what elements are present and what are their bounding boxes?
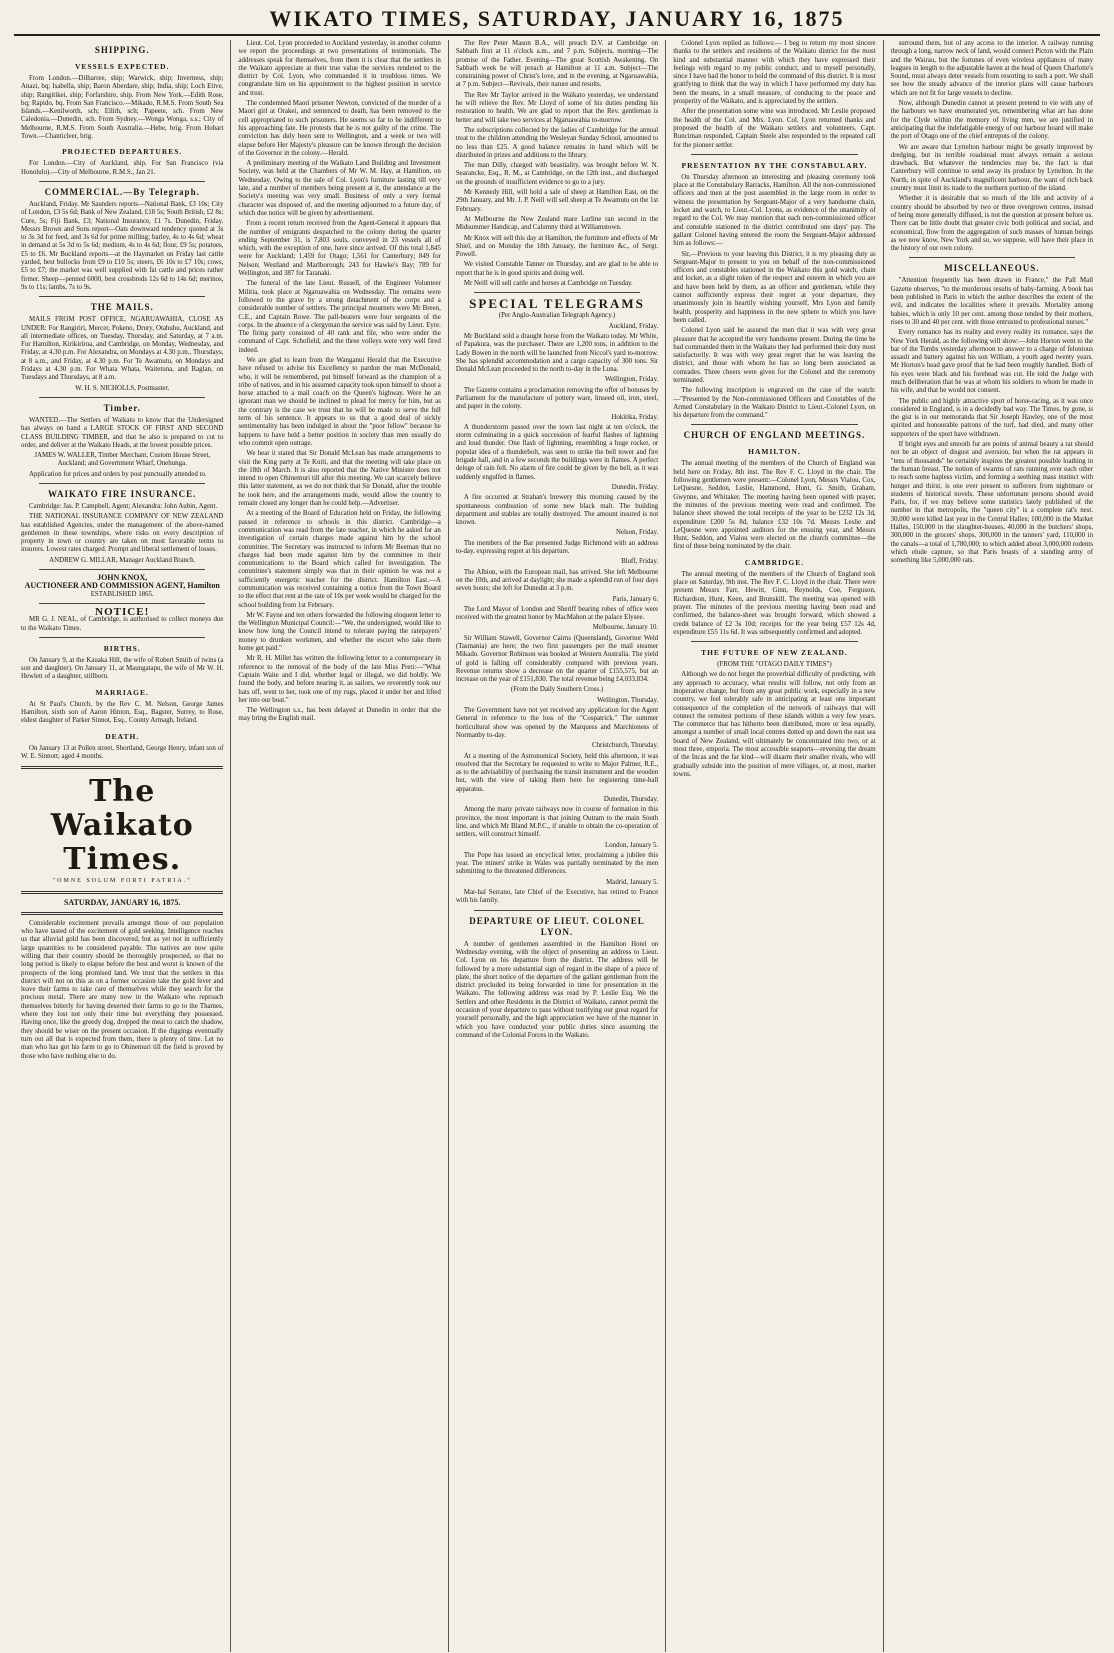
subscriptions-paragraph: The subscriptions collected by the ladies of Cambridge for the annual treat to the children attending the Wesleyan Sunday School, amounted to no less than £25. A good balance remains in hand which will be distributed in prizes and additions to the library.: [455, 126, 659, 159]
divider: [691, 154, 857, 155]
divider: [691, 424, 857, 425]
special-telegrams-heading: SPECIAL TELEGRAMS: [469, 296, 645, 312]
marriage-text: At St Paul's Church, by the Rev C. M. Nelson, George James Hamilton, sixth son of Aaron Hinton, Esq., Bagster, Surrey, to Rose, eldest daughter of Parker Sinnot, Esq., County Armagh, Ireland.: [21, 700, 224, 725]
melbourne-paragraph: At Melbourne the New Zealand mare Lurline ran second in the Midsummer Handicap, and Calumny third at Williamstown.: [455, 215, 659, 232]
departure-heading: DEPARTURE OF LIEUT. COLONEL LYON.: [469, 915, 645, 937]
telegram-nelson: The members of the Bar presented Judge Richmond with an address to-day, expressing regret at his departure.: [455, 539, 659, 556]
centres-text: Whether it is desirable that so much of the life and activity of a country should be absorbed by two or three overgrown centres, instead of being more generally diffused, is not the question at present before us. There can be little doubt that greater civic both political and social, and economical, flow from the aggregation of such masses of human beings as we now know, New York and so, we suppose, will have their place in the history of our own colony.: [890, 195, 1094, 253]
dateline: Madrid, January 5.: [606, 878, 659, 886]
commercial-text: Auckland, Friday. Mr Saunders reports—National Bank, £3 10s; City of London, £3 5s 6d; Bank of New Zealand, £18 5s; South British, £2 8s; Cure, 5s; Fiji Bank, £3; National Insurance, £1 7s. Dunedin, Friday. Messrs Brown and Sons report—Oats downward tendency quoted at 3s to 3s 3d for feed, and 3s 6d for prime milling; barley, 4s to 4s 6d; wheat in demand at 5s 3d to 5s 6d; medium, 4s to 4s 6d; flour, £9 5s; potatoes, £5 to £6. Mr Buckland reports—at the Haymarket on Friday last cattle yarded, best bullocks from £9 to £10 5s; steers, £6 10s to £7 10s; cows, £5 to £7; the market was well supplied with fat cattle and prices rather firmer. Sheep—penned 6000, best crossbreds 12s 6d to 14s 6d; merinos, 9s to 11s; lambs, 7s to 9s.: [21, 200, 224, 291]
double-rule: [21, 766, 223, 769]
knox-sale-paragraph: Mr Knox will sell this day at Hamilton, the furniture and effects of Mr Shiel, and on Monday the 18th January, the furniture &c., of Sergt. Powell.: [455, 234, 659, 259]
mcdonald-paragraph: We are glad to learn from the Wanganui Herald that the Executive have refused to advise his Excellency to pardon the man McDonald, who, it will be remembered, put himself forward as the champion of a tribe of natives, and in his assumed capacity took upon himself to shoot a horse attached to a mail coach on the Queen's highway. Were he an ignorant man we should be inclined to plead for mercy for him, but as the contrary is the case we trust that he will be made to serve the full term of his sentence. It appears to us that a good deal of sickly sentimentality has been indulged in about the "poor fellow" because he happens to have held a better position in society than men usually do who commit open outrage.: [238, 356, 441, 447]
hamilton-text: The annual meeting of the members of the Church of England was held here on Friday, 8th inst. The Rev F. C. Lloyd in the chair. The following gentlemen were present:—Colonel Lyon, Messrs Vialou, Cox, LeQuesne, Seddon, Leslie, Hammond, Hunt, G. Smith, Graham, Gwynne, and Whitaker. The meeting having been opened with prayer, the minutes of the previous meeting were read and confirmed. The balance sheet showed the total receipts of the year to be £232 12s 3d, expenditure £200 5s 8d, balance £32 10s 7d. Messrs Leslie and LeQuesne were appointed auditors for the ensuing year, and Messrs Hunt, Seddon, and Vialou were elected on the church committee—the first of these being nominated by the chair.: [673, 460, 876, 551]
telegram-dunedin-2: Among the many private railways now in course of formation in this province, the most important is that joining Outram to the main South line, and which Mr Bland M.P.C., if unable to obtain the co-operation of settlers, will construct himself.: [455, 806, 659, 839]
watch-inscription: The following inscription is engraved on the case of the watch:—"Presented by the Non-commissioned Officers and Constables of the Armed Constabulary in the Waikato District to Lieut.-Colonel Lyon, on his departure from the command.": [673, 387, 876, 420]
timber-ad: WANTED.—The Settlers of Waikato to know that the Undersigned has always on hand a LARGE STOCK OF FIRST AND SECOND CLASS BUILDING TIMBER, and that he also is prepared to cut to order, and deliver at the Waikato Heads, at the lowest possible prices.: [21, 416, 224, 449]
births-text: On January 9, at the Kauaka Hill, the wife of Robert Smith of twins (a son and daughter). On January 11, at Maungatapu, the wife of Mr W. H. Hewlett of a daughter, stillborn.: [21, 656, 224, 681]
paper-motto: "OMNE SOLUM FORTI PATRIA.": [52, 878, 192, 885]
mclean-paragraph: We hear it stated that Sir Donald McLean has made arrangements to visit the King party at Te Kuiti, and that the meeting will take place on the 18th of March. It is also reported that the Native Minister does not intend to open Ohinemuri till after this meeting. We can scarcely believe this latter statement, as we do not think that Sir Donald, after the trouble he took here, and the arrangements made, would allow the country to remain closed any longer than he could help.—Advertiser.: [238, 450, 441, 508]
neill-paragraph: Mr Neill will sell cattle and horses at Cambridge on Tuesday.: [463, 280, 633, 288]
column-1: [14, 40, 231, 1652]
constable-paragraph: We visited Constable Tanner on Thursday, and are glad to be able to report that he is in good spirits and doing well.: [455, 261, 659, 277]
dilly-paragraph: The man Dilly, charged with beastiality, was brought before W. N. Searancke, Esq., R. M., at Cambridge, on the 12th inst., and discharged on the grounds of insufficient evidence to go to a jury.: [455, 162, 659, 186]
dateline: Wellington, Friday.: [605, 376, 659, 384]
telegram-melbourne: Sir William Stawell, Governor Cairns (Queensland), Governor Weld (Tasmania) are here; the two first passengers per the mail steamer Mikado. Governor Robinson was booked at Western Australia. The yield of gold is falling off considerably compared with previous years. Revenue returns show a decrease on the quarter of £155,575, but an increase on the year of £151,830. The total revenue being £4,033,834.: [455, 634, 659, 684]
telegram-hokitika: A thunderstorm passed over the town last night at ten o'clock, the storm culminating in a quick succession of fearful flashes of lightning and loud thunder. One flash of lightning, resembling a huge rocket, or popular idea of a thunderbolt, was seen to strike the bell tower and fire brigade hall, and in a few seconds the buildings were in flames. A perfect deluge of rain fell. No alarm of fire could be given by the bell, as it was suddenly engulfed in flames.: [455, 423, 659, 481]
fire-signature: ANDREW G. MILLAR, Manager Auckland Branch.: [49, 556, 196, 564]
mails-text: MAILS FROM POST OFFICE, NGARUAWAHIA, CLOSE AS UNDER: For Rangiriri, Mercer, Pokeno, Drury, Otahuhu, Auckland, and all intermediate offices, on Tuesday, Thursday, and Saturday, at 7 a.m. For Hamilton, Kirikiriroa, and Cambridge, on Monday, Wednesday, and Friday, at 4.30 p.m. For Alexandra, on Mondays at 4.30 p.m., Thursdays, at 8 a.m., and Friday, at 4.30 p.m. For Te Awamutu, on Mondays and Fridays at 4.30 p.m. For Whata Whata, Waitetuna, and Raglan, on Tuesdays and Thursdays, at 8 a.m.: [21, 316, 224, 382]
dateline: Nelson, Friday.: [615, 529, 659, 537]
horton-text: Every romance has its reality and every reality its romance, says the New York Herald, as the following will show:—John Horton went to the bar of the Tombs yesterday afternoon to answer to a charge of felonious assault and battery against his son William, a youth aged twenty years. Mr Horton's head gave proof that he had been roughly handled. Both of his eyes were black and his forehead was cut. He told the Judge with much deliberation that he was at whom his soldiers to whom be made in his wife, and that he would not consent.: [890, 329, 1094, 395]
double-rule: [21, 912, 223, 915]
timber-signature: JAMES W. WALLER, Timber Merchant, Custom House Street, Auckland; and Government Wharf, Onehunga.: [34, 452, 211, 468]
dateline: Hokitika, Friday.: [611, 413, 659, 421]
colonel-reply: Colonel Lyon said he assured the men that it was with very great pleasure that he accepted the very handsome present. During the time he had commanded them in the Waikato they had performed their duty most satisfactorily. It was with very great regret that he was leaving the district, and those with whom he has so long been associated as comrades. Three cheers were given for the Colonel and the ceremony terminated.: [673, 327, 876, 384]
departure-text: A number of gentlemen assembled in the Hamilton Hotel on Wednesday evening, with the object of presenting an address to Lieut. Col. Lyon on his departure from the district. The address will be followed by a more substantial sign of regard in the shape of a piece of plate, the short notice of the departure of the gallant gentleman from the district precluded its being forwarded in time for presentation in the Waikato. The following address was read by P. Leslie Esq. We the Settlers and other Residents in the District of Waikato, cannot permit the occasion of your departure to pass without testifying our great regard for yourself personally, and the high appreciation we have of the manner in which you have conducted your public duties since assuming the command of the Colonial Forces in the Waikato.: [455, 940, 659, 1039]
future-source: (FROM THE "OTAGO DAILY TIMES"): [717, 661, 832, 669]
dateline: Paris, January 6.: [612, 595, 659, 603]
divider: [39, 603, 205, 604]
paris-rats-text: If bright eyes and smooth fur are points of animal beauty a rat should not be an object of disgust and aversion, but when the rat appears in "tens of thousands" he certainly inspires the greatest possible loathing in the human breast. The notion of swarms of rats running over each other to reach some hapless victim, and forming a seething mass instinct with hunger and thirst, is one ever present to sufferers from nightmare or students of historical novels. These unfortunate persons should avoid Paris, for, if we may believe some statistics lately published of the number in that metropolis, the "queen city" is a complete rat's nest. 30,000 were killed last year in the Central Halles; 100,000 in the Market Halles, 150,000 in the slaughter-houses, 40,000 in the butchers' shops, 300,000 in the grocers' shops, 300,000 in the tanners' yard, 110,000 in the canals—a total of 1,780,000; to which added about 3,000,000 rodents which elude capture, so that Paris boasts of a standing army of something like 5,000,000 rats.: [890, 441, 1094, 565]
column-5: [884, 40, 1100, 1652]
departures-list: For London.—City of Auckland, ship. For San Francisco (via Honolulu).—City of Melbourne, R.M.S., Jan 21.: [21, 160, 224, 176]
mails-heading: THE MAILS.: [90, 302, 154, 313]
column-3: [449, 40, 666, 1652]
knox-name: JOHN KNOX,: [97, 573, 148, 583]
future-text: Although we do not forget the proverbial difficulty of predicting, with any approach to accuracy, what results will follow, not only from an inoperative change, but from any great public work, especially in a new country, we feel tolerably safe in anticipating at least one important consequence of the completion of the network of railways that will connect the remotest portions of these islands within a very few years. The commerce that has hitherto been distributed, more or less equally, amongst a number of small local centres dotted up and down the east sea board of New Zealand, will ultimately be concentrated into two, or at most three, emporia. The most accessible seaports—reversing the dream of the Incas and the far kind—will disarm their smaller rivals, who will gradually subside into the position of mere villages, or, at most, market towns.: [673, 671, 876, 778]
telegram-dunedin: A fire occurred at Strahan's brewery this morning caused by the spontaneous combustion of some new black malt. The building department and stables are totally destroyed. The amount insured is not known.: [455, 494, 659, 527]
daily-cross-source: (From the Daily Southern Cross.): [510, 686, 604, 694]
commercial-heading: COMMERCIAL.—By Telegraph.: [44, 186, 200, 197]
editorial-text: Considerable excitement prevails amongst those of our population who have tasted of the excitement of gold seeking. Intelligence reaches us that alluvial gold has been discovered, but as yet not in sufficiently large quantities to be considered payable. The natives are now quite willing that their country should be thoroughly prospected, so that no long period is likely to elapse before the best and worst is known of the prospects of the long promised land. We trust that the settlers in this district will not on this as on a former occasion take the gold fever and leave their farms to take care of themselves while they search for the precious metal. There are many now in the Waikato who reproach themselves bitterly for having deserted their farms to go to the Thames, where they lost not only their time but everything they possessed. Having once, like the greedy dog, dropped the meat to catch the shadow, they should be wiser on the present occasion. If the diggings eventually turn out all that is expected from them, there is plenty of time. Let no man who has got his farm to go to Ohinemuri till the field is proved by those who have nothing else to do.: [21, 919, 224, 1060]
knox-established: ESTABLISHED 1865.: [90, 590, 154, 598]
telegram-london: The Pope has issued an encyclical letter, proclaiming a jubilee this year. The miners' strike in Wales was partially terminated by the men submitting to the threatened differences.: [455, 851, 659, 876]
telegram-madrid: Mar-hal Serrano, late Chief of the Executive, has retired to France with his family.: [455, 889, 659, 905]
sergeant-speech: Sir,—Previous to your leaving this District, it is my pleasing duty as Sergeant-Major to present to you on behalf of the non-commissioned officers and constables stationed in the Waikato this gold watch, chain and locket, as a slight token of the respect and esteem in which you are and have been held by them, as an officer and gentleman, while they cannot sufficiently express their regret at your departure, they unanimously join in heartily wishing yourself, Mrs Lyon and family health, prosperity and happiness in the new sphere to which you have been called.: [673, 250, 876, 324]
divider: [909, 257, 1075, 258]
maori-prisoner-paragraph: The condemned Maori prisoner Newton, convicted of the murder of a Maori girl at Orakei, and sentenced to death, has been removed to the cell appropriated to such prisoners. He seems so far to be indifferent to his approaching fate. He protests that he is not guilty of the crime. The conviction has duly been sent to Wellington, and a week or two will elapse before Her Majesty's pleasure can be known through the decision of the Governor in the colony.—Herald.: [238, 100, 441, 157]
vessels-heading: VESSELS EXPECTED.: [74, 62, 170, 71]
column-2: [231, 40, 448, 1652]
lyon-paragraph: Lieut. Col. Lyon proceeded to Auckland yesterday, in another column we report the proceedings at two presentations of testimonials. The addresses speak for themselves, from them it is clear that the settlers in the Waikato appreciate at their true value the services rendered to the district by Col. Lyon, who commanded it in troublous times. We congratulate him on his appointment to the highest position in service and trust.: [238, 40, 441, 97]
church-meetings-heading: CHURCH OF ENGLAND MEETINGS.: [683, 430, 866, 441]
fire-agents: Cambridge: Jas. P. Campbell, Agent; Alexandra: John Aubin, Agent.: [29, 502, 218, 510]
hamilton-heading: HAMILTON.: [748, 447, 801, 457]
mails-signature: W. H. S. NICHOLLS, Postmaster.: [75, 384, 170, 392]
dunedin-harbour-text: Now, although Dunedin cannot at present pretend to vie with any of the harbours we have enumerated yet, remembering what art has done for the Clyde within the memory of living men, we are justified in anticipating that the indefatigable energy of our harbour board will make the port of Otago one of the chief entrepots of the colony.: [890, 100, 1094, 141]
death-heading: DEATH.: [105, 731, 140, 741]
fire-ad: THE NATIONAL INSURANCE COMPANY OF NEW ZEALAND has established Agencies, under the management of the above-named gentlemen in these townships, where risks on every description of property in town or country are taken on most favorable terms to insurers. Lowest rates charged. Prompt and liberal settlement of losses.: [21, 513, 224, 554]
millet-paragraph: Mr R. H. Millet has written the following letter to a contemporary in reference to the removal of the body of the late Miss Preti:—"What Captain Waite and I did, whether legal or illegal, we did boldly. We found the body, and before nearing it, as sailors, we reverently took our hats off, went to her, took one of my rugs, placed it under her and lifted her into our boat.": [238, 655, 441, 704]
telegram-auckland: Mr Buckland sold a draught horse from the Waikato today. Mr White, of Papakura, was the purchaser. There are 1,200 tons, in addition to the Lady Bowen in the north will be launched from Niccol's yard to-morrow. She has splendid accommodation and a cargo capacity of 300 tons. Sir Donald McLean proceeded to the north to-day in the Luna.: [455, 332, 659, 374]
double-rule: [21, 891, 223, 894]
births-heading: BIRTHS.: [103, 643, 141, 653]
fire-heading: WAIKATO FIRE INSURANCE.: [47, 488, 197, 499]
telegram-christchurch: At a meeting of the Astronomical Society, held this afternoon, it was resolved that the Secretary be requested to write to Major Palmer, R.E., as to the advisability of purchasing the transit instrument and the wooden hut, with the view of taking them here for registering time-ball apparatus.: [455, 752, 659, 793]
divider: [691, 641, 857, 642]
dateline: Dunedin, Friday.: [611, 483, 659, 491]
departures-heading: PROJECTED DEPARTURES.: [62, 147, 183, 157]
shipping-heading: SHIPPING.: [94, 45, 150, 55]
divider: [39, 181, 205, 182]
paper-title: The Waikato Times.: [50, 774, 194, 878]
future-continued: surround them, but of any access to the interior. A railway running through a long, narrow neck of land, would connect Picton with the Plain and the Wairau, but the fortunes of even wireless appliances of many leagues in length to the adjustable haven at the head of Queen Charlotte's Sound, must always deter vessels from resorting to such a port. We shall see how the steady advance of the interior plans will cause harbours which are not fit for large vessels to decline.: [890, 40, 1094, 97]
dateline: Auckland, Friday.: [608, 322, 659, 330]
telegram-wellington-2: The Government have not yet received any application for the Agent General in reference to the loss of the "Cospatrick." The summer horticultural show was opened by the Marquess and Marchioness of Normanby to-day.: [455, 707, 659, 739]
special-telegrams-source: (Per Anglo-Australian Telegraph Agency.): [498, 312, 616, 320]
wellington-paragraph: The Wellington s.s., has been delayed at Dunedin in order that she may bring the English mail.: [238, 707, 441, 723]
timber-heading: Timber.: [103, 402, 141, 413]
constabulary-heading: PRESENTATION BY THE CONSTABULARY.: [681, 160, 868, 170]
dateline: Bluff, Friday.: [621, 558, 659, 566]
divider: [39, 637, 205, 638]
cambridge-text: The annual meeting of the members of the Church of England took place on Saturday, 9th inst. The Rev F. C. Lloyd in the chair. There were present Messrs Farr, Hewitt, Ginn, Reynolds, Coe, Ferguson, Richardson, Hunt, Keen, and Brunskill. The meeting was opened with prayer. The minutes of the previous meeting having been read and confirmed, the balance-sheet was brought forward, which showed a credit balance of £2 3s 10d; receipts for the year being £57 12s 4d, expenditure £55 11s 6d. It was subsequently confirmed and adopted.: [673, 570, 876, 636]
divider: [39, 483, 205, 484]
taylor-paragraph: The Rev Mr Taylor arrived in the Waikato yesterday, we understand he will relieve the Rev. Mr Lloyd of some of his duties pending his restoration to health. We are glad to report that the Rev. gentleman is better and will take two services at Ngaruawahia to-morrow.: [455, 91, 659, 124]
baby-farming-text: "Attention frequently has been drawn in France," the Pall Mall Gazette observes, "to the murderous results of baby-farming. A book has been published in Paris in which the author describes the extent of the evil, and indicates the localities where it prevails. Mortality among babies, which is only 10 per cent. among those tended by their mothers, rises to 30 and 40 per cent. with those entrusted to professional nurses.": [890, 277, 1094, 326]
horse-racing-text: The public and highly attractive sport of horse-racing, as it was once considered in England, is in a decidedly bad way. The Times, by gone, is the gist is in our memoranda that Sir Joseph Hawley, one of the most spirited and honourable patrons of the turf, had died, and many other supporters of the sport have withdrawn.: [890, 397, 1094, 438]
dateline: Christchurch, Thursday.: [592, 742, 659, 750]
marriage-heading: MARRIAGE.: [95, 687, 149, 697]
knox-trade: AUCTIONEER AND COMMISSION AGENT, Hamilton: [24, 581, 220, 591]
cambridge-heading: CAMBRIDGE.: [744, 557, 805, 567]
divider: [39, 296, 205, 297]
building-society-paragraph: A preliminary meeting of the Waikato Land Building and Investment Society, was held at the Chambers of Mr W. M. Hay, at Hamilton, on Wednesday. Owing to the sale of Col. Lyon's furniture lasting till very late, and a number of members being present at it, the attendance at the Society's meeting was very small. Business of only a very formal character was disposed of, and the meeting adjourned to a future day, of which due notice will be given by advertisement.: [238, 160, 441, 217]
dateline: Wellington, Thursday.: [597, 696, 659, 704]
dateline: Dunedin, Thursday.: [603, 796, 659, 804]
telegram-bluff: The Albion, with the European mail, has arrived. She left Melbourne on the 10th, and arrived at daylight; she made a splendid run of four days seven hours; she left for Dunedin at 3 p.m.: [455, 568, 659, 593]
divider: [39, 397, 205, 398]
divider: [474, 292, 640, 293]
immigration-paragraph: From a recent return received from the Agent-General it appears that the number of emigrants despatched to the colony during the quarter ending September 31, is 7,803 souls, conveyed in 23 vessels all of which, with the exception of one, have since arrived. Of this total 1,845 were for Auckland; 1,459 for Otago; 1,561 for Canterbury; 849 for Nelson; Westland and Marlborough; 243 for Hawke's Bay; 789 for Wellington, and 387 for Taranaki.: [238, 220, 441, 278]
column-4: [666, 40, 883, 1652]
notice-heading: NOTICE!: [95, 605, 150, 618]
notice-text: MR G. J. NEAL, of Cambridge, is authorised to collect moneys due to the Waikato Times.: [21, 616, 224, 632]
timber-note: Application for prices and orders by post punctually attended to.: [29, 470, 207, 478]
paper-date: SATURDAY, JANUARY 16, 1875.: [63, 897, 181, 907]
divider: [39, 569, 205, 570]
dateline: Melbourne, January 10.: [592, 624, 659, 632]
divider: [474, 910, 640, 911]
telegram-wellington: The Gazette contains a proclamation removing the offer of bonuses by Parliament for the manufacture of pottery ware, linseed oil, iron, steel, and paper in the colony.: [455, 386, 659, 411]
constabulary-text: On Thursday afternoon an interesting and pleasing ceremony took place at the Constabulary Barracks, Hamilton. All the non-commissioned officers and men at the post assembled in the large room in order to witness the presentation by Sergeant-Major of a very handsome chain, locket and watch, to Lieut.-Col. Lyons, as evidence of the unanimity of regard to the Col. We may mention that each non-commissioned officer and constable stationed in the district contributed one days' pay. The gallant Colonel having entered the room the Sergeant-Major addressed him as follows:—: [673, 173, 876, 248]
church-paragraph: The Rev Peter Mason B.A., will preach D.V. at Cambridge on Sabbath first at 11 o'clock a.m., and 7 p.m. Subjects, morning—The promise of the Father. Evening—The great Scottish Awakening. On Sabbath week he will preach at Hamilton at 11 a.m. Subject—The constraining power of Christ's love, and in the evening, at Ngaruawahia, at 7 p.m. Subject—Revivals, their nature and results.: [455, 40, 659, 89]
fayne-paragraph: Mr W. Fayne and ten others forwarded the following eloquent letter to the Wellington Municipal Council:—"We, the undersigned, would like to know how long the Council intend to tolerate paying the ratepayers' money to drunken workmen, and whether the escort who take them home get paid.": [238, 611, 441, 653]
lyon-reply-text: Colonel Lyon replied as follows:— I beg to return my most sincere thanks to the settlers and residents of the Waikato district for the most kind and substantial manner with which they have expressed their feelings with regard to my public conduct, and to myself personally, since I have had the honor to hold the command of this district. It is most gratifying to think that the way in which I have performed my duty has been the means, in a small measure, of conducing to the peace and prosperity of the Waikato, and is appreciated by the settlers.: [673, 40, 876, 106]
columns: [14, 40, 1100, 1652]
miscellaneous-heading: MISCELLANEOUS.: [944, 263, 1040, 274]
after-presentation-text: After the presentation some wine was introduced. Mr Leslie proposed the health of the Col. and Mrs. Lyon. Col. Lyon returned thanks and proposed the health of the Waikato settlers and volunteers. Capt. Runciman responded, Captain Steele also responded to the repeated call for the pioneer settler.: [673, 108, 876, 149]
death-text: On January 13 at Pollen street, Shortland, George Henry, infant son of W. E. Sinnott; aged 4 months.: [21, 744, 224, 760]
page-masthead: WIKATO TIMES, SATURDAY, JANUARY 16, 1875: [14, 6, 1100, 36]
education-paragraph: At a meeting of the Board of Education held on Friday, the following passed in reference to schools in this district. Cambridge—a communication was read from the late teacher, in which he asked for an investigation of certain charges made against him by the school committee. The Secretary was instructed to inform Mr Beeman that no charges had been made against him by the committee in their communications to the Board which called for investigation. The committee's statement simply was that in their opinion he was not a sufficiently energetic teacher for the district. Hamilton East.—A communication was received containing a notice from the Town Board to the effect that rent at the rate of 10s per week would be charged for the school building from 1st February.: [238, 510, 441, 609]
funeral-paragraph: The funeral of the late Lieut. Russell, of the Engineer Volunteer Militia, took place at Ngaruawahia on Wednesday. The remains were followed to the grave by a strong detachment of the corps and a considerable number of settlers. The principal mourners were Mr Breen, C.E., and Captain Rowe. The pall-bearers were four sergeants of the corps. In the absence of a clergyman the service was said by Lieut. Eyre. The firing party consisted of 40 rank and file, who were under the command of Capt. Schofield, and the three volleys were very well fired indeed.: [238, 280, 441, 354]
lyttelton-text: We are aware that Lyttelton harbour might be greatly improved by dredging, but its terrible roadstead must always remain a serious drawback. But whatever the tendencies may be, the fact is that Canterbury will continue to send away its produce by Lyttelton. In the North, in spite of Auckland's magnificent harbour, the want of rich back country must limit its trade to the northern portion of the island.: [890, 143, 1094, 193]
kennedy-paragraph: Mr Kennedy Hill, will hold a sale of sheep at Hamilton East, on the 29th January, and Mr. J. P. Neill will sell sheep at Te Awamutu on the 1st February.: [455, 189, 659, 213]
dateline: London, January 5.: [605, 841, 659, 849]
telegram-paris: The Lord Mayor of London and Sheriff bearing robes of office were received with the greatest honor by MacMahon at the palace Elysee.: [455, 605, 659, 622]
future-heading: THE FUTURE OF NEW ZEALAND.: [701, 648, 848, 658]
vessels-list: From London.—Dilharree, ship; Warwick, ship; Inverness, ship; Anazi, bq; Isabella, ship; Baron Aberdare, ship; India, ship; Loch Etive, ship; Rangitikei, ship; Forfarshire, ship. From New York.—Edith Rose, bq; Rapido, bq. From San Francisco.—Mikado, R.M.S. From South Sea Islands.—Kenilworth, sch; Eilith, sch; Papeete, sch. From New Caledonia.—Dunedin, sch. From Sydney.—Wonga Wonga, s.s.; City of Melbourne, R.M.S. From South Australia.—Hebe, brig. From Hobart Town.—Chanticleer, brig.: [21, 75, 224, 141]
